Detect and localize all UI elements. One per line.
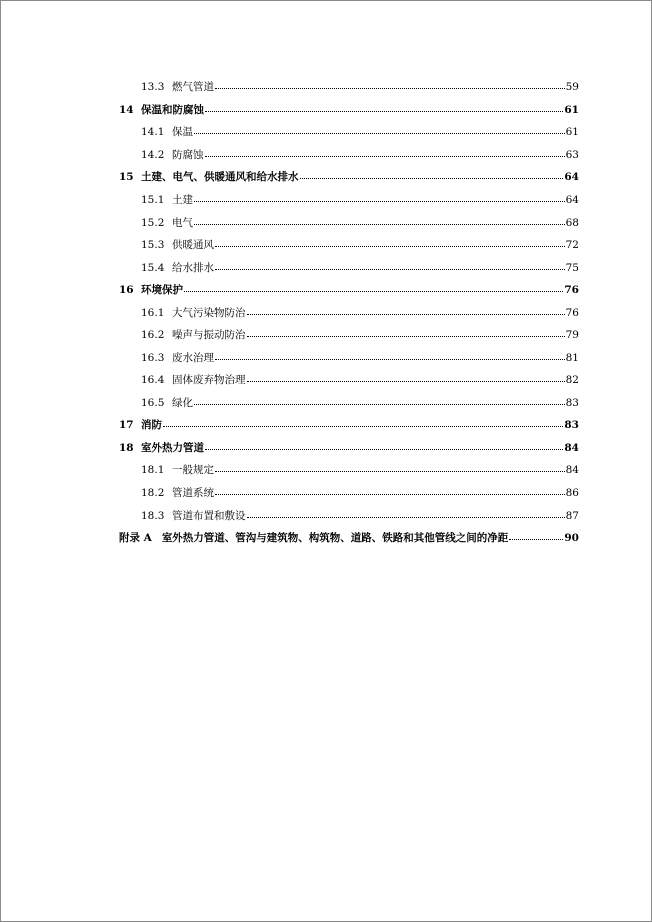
toc-entry-number: 16.5 xyxy=(141,397,165,409)
toc-entry-title: 室外热力管道、管沟与建筑物、构筑物、道路、铁路和其他管线之间的净距 xyxy=(161,532,509,544)
toc-leader-dots xyxy=(205,111,563,112)
toc-entry[interactable] xyxy=(141,193,579,207)
toc-entry-number: 16 xyxy=(119,284,134,296)
toc-leader-dots xyxy=(215,88,565,89)
toc-entry-page: 75 xyxy=(565,262,579,274)
toc-entry-title: 土建 xyxy=(172,194,193,206)
toc-entry-number: 16.4 xyxy=(141,374,165,386)
toc-entry[interactable] xyxy=(141,396,579,410)
toc-entry-page: 87 xyxy=(565,510,579,522)
toc-entry-title: 废水治理 xyxy=(172,352,214,364)
toc-leader-dots xyxy=(215,246,565,247)
toc-leader-dots xyxy=(247,517,565,518)
toc-entry-number: 16.2 xyxy=(141,329,165,341)
toc-entry-title: 电气 xyxy=(172,217,193,229)
toc-entry[interactable] xyxy=(119,103,579,117)
toc-entry-title: 燃气管道 xyxy=(172,81,214,93)
toc-entry-page: 76 xyxy=(564,284,579,296)
toc-leader-dots xyxy=(163,426,563,427)
toc-entry-title: 一般规定 xyxy=(172,464,214,476)
toc-entry-page: 83 xyxy=(565,397,579,409)
toc-entry-number: 14.2 xyxy=(141,149,165,161)
toc-entry[interactable] xyxy=(141,486,579,500)
toc-entry-page: 68 xyxy=(565,217,579,229)
toc-entry-title: 管道布置和敷设 xyxy=(172,510,246,522)
toc-entry-page: 76 xyxy=(565,307,579,319)
toc-entry-number: 附录 A xyxy=(119,532,152,544)
toc-leader-dots xyxy=(205,449,563,450)
toc-entry[interactable] xyxy=(141,328,579,342)
toc-entry-page: 61 xyxy=(565,126,579,138)
toc-entry-page: 72 xyxy=(565,239,579,251)
toc-leader-dots xyxy=(194,201,565,202)
toc-leader-dots xyxy=(247,381,565,382)
toc-entry[interactable] xyxy=(141,373,579,387)
toc-entry-number: 17 xyxy=(119,419,134,431)
toc-entry-title: 噪声与振动防治 xyxy=(172,329,246,341)
toc-entry-number: 13.3 xyxy=(141,81,165,93)
toc-entry-page: 64 xyxy=(565,194,579,206)
toc-leader-dots xyxy=(215,269,565,270)
toc-entry-page: 83 xyxy=(564,419,579,431)
toc-entry-appendix[interactable] xyxy=(119,531,579,545)
toc-entry-number: 18.1 xyxy=(141,464,165,476)
toc-entry[interactable] xyxy=(119,283,579,297)
toc-entry-page: 64 xyxy=(564,171,579,183)
toc-entry-page: 84 xyxy=(565,464,579,476)
toc-leader-dots xyxy=(215,471,565,472)
toc-entry-number: 14.1 xyxy=(141,126,165,138)
toc-leader-dots xyxy=(194,404,565,405)
toc-leader-dots xyxy=(194,133,565,134)
toc-entry-page: 59 xyxy=(565,81,579,93)
toc-entry-page: 84 xyxy=(564,442,579,454)
toc-entry-title: 固体废弃物治理 xyxy=(172,374,246,386)
toc-entry-number: 15.3 xyxy=(141,239,165,251)
toc-entry-number: 18.2 xyxy=(141,487,165,499)
toc-entry[interactable] xyxy=(141,80,579,94)
toc-entry-title: 供暖通风 xyxy=(172,239,214,251)
toc-entry[interactable] xyxy=(141,306,579,320)
toc-entry-title: 保温 xyxy=(172,126,193,138)
toc-entry-number: 14 xyxy=(119,104,134,116)
toc-leader-dots xyxy=(247,336,565,337)
toc-entry-page: 90 xyxy=(564,532,579,544)
toc-entry-title: 保温和防腐蚀 xyxy=(141,104,204,116)
toc-entry[interactable] xyxy=(119,441,579,455)
toc-entry[interactable] xyxy=(119,418,579,432)
toc-entry-page: 81 xyxy=(565,352,579,364)
toc-leader-dots xyxy=(184,291,563,292)
toc-leader-dots xyxy=(205,156,565,157)
toc-entry-number: 15 xyxy=(119,171,134,183)
toc-leader-dots xyxy=(215,494,565,495)
toc-entry[interactable] xyxy=(141,125,579,139)
toc-entry-title: 环境保护 xyxy=(141,284,183,296)
toc-entry[interactable] xyxy=(141,351,579,365)
toc-entry[interactable] xyxy=(141,238,579,252)
toc-entry-title: 防腐蚀 xyxy=(172,149,204,161)
toc-entry[interactable] xyxy=(141,463,579,477)
toc-entry-title: 土建、电气、供暖通风和给水排水 xyxy=(141,171,299,183)
toc-leader-dots xyxy=(300,178,564,179)
toc-entry-number: 18.3 xyxy=(141,510,165,522)
toc-entry[interactable] xyxy=(119,170,579,184)
toc-entry-page: 61 xyxy=(564,104,579,116)
toc-entry[interactable] xyxy=(141,509,579,523)
toc-entry-title: 给水排水 xyxy=(172,262,214,274)
toc-entry-page: 82 xyxy=(565,374,579,386)
toc-entry-title: 管道系统 xyxy=(172,487,214,499)
toc-entry[interactable] xyxy=(141,261,579,275)
toc-entry-page: 79 xyxy=(565,329,579,341)
toc-entry-page: 63 xyxy=(565,149,579,161)
toc-entry-number: 15.2 xyxy=(141,217,165,229)
toc-entry-number: 18 xyxy=(119,442,134,454)
toc-entry[interactable] xyxy=(141,148,579,162)
toc-entry[interactable] xyxy=(141,216,579,230)
toc-entry-number: 16.1 xyxy=(141,307,165,319)
toc-entry-title: 大气污染物防治 xyxy=(172,307,246,319)
toc-leader-dots xyxy=(247,314,565,315)
toc-entry-number: 15.4 xyxy=(141,262,165,274)
toc-entry-number: 16.3 xyxy=(141,352,165,364)
toc-entry-page: 86 xyxy=(565,487,579,499)
toc-entry-title: 消防 xyxy=(141,419,162,431)
toc-entry-title: 室外热力管道 xyxy=(141,442,204,454)
toc-leader-dots xyxy=(509,539,563,540)
toc-leader-dots xyxy=(215,359,565,360)
toc-entry-title: 绿化 xyxy=(172,397,193,409)
toc-entry-number: 15.1 xyxy=(141,194,165,206)
toc-leader-dots xyxy=(194,224,565,225)
